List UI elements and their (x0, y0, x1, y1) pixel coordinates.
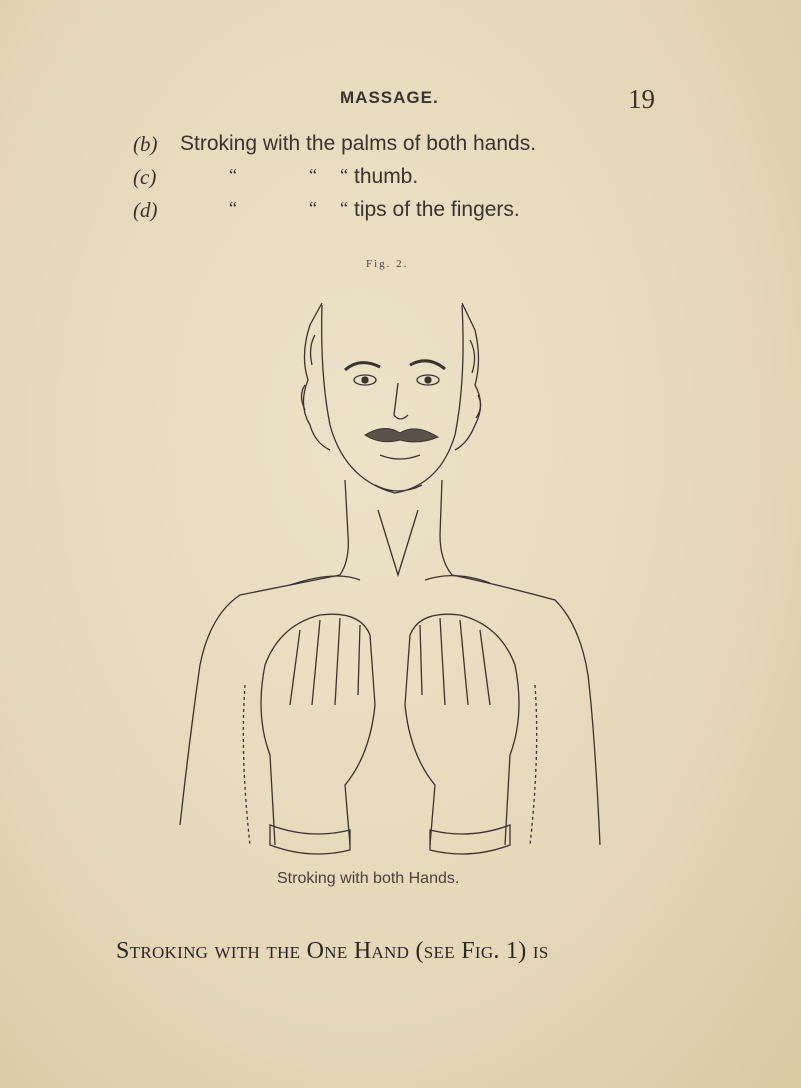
list-item-text: tips of the fingers. (354, 198, 520, 221)
ditto-mark: “ (309, 165, 317, 185)
figure-caption: Stroking with both Hands. (277, 870, 460, 887)
page-number: 19 (628, 84, 655, 114)
list-item-text: thumb. (354, 165, 419, 188)
ditto-mark: “ (340, 198, 348, 218)
figure-label: Fig. 2. (366, 258, 409, 270)
list-item-label: (d) (133, 198, 158, 222)
list-item-label: (c) (133, 165, 157, 189)
figure-illustration (170, 285, 610, 885)
right-hand-drawing (405, 614, 537, 854)
ditto-mark: “ (229, 198, 237, 218)
ditto-mark: “ (309, 198, 317, 218)
body-text: Stroking with the One Hand (see Fig. 1) is (116, 938, 549, 964)
list-item-label: (b) (133, 132, 158, 156)
ditto-mark: “ (340, 165, 348, 185)
ditto-mark: “ (229, 165, 237, 185)
torso-drawing (180, 480, 600, 845)
list-item-text: Stroking with the palms of both hands. (180, 132, 537, 155)
head-drawing (302, 303, 481, 493)
running-head: MASSAGE. (340, 88, 439, 107)
left-hand-drawing (243, 614, 375, 854)
